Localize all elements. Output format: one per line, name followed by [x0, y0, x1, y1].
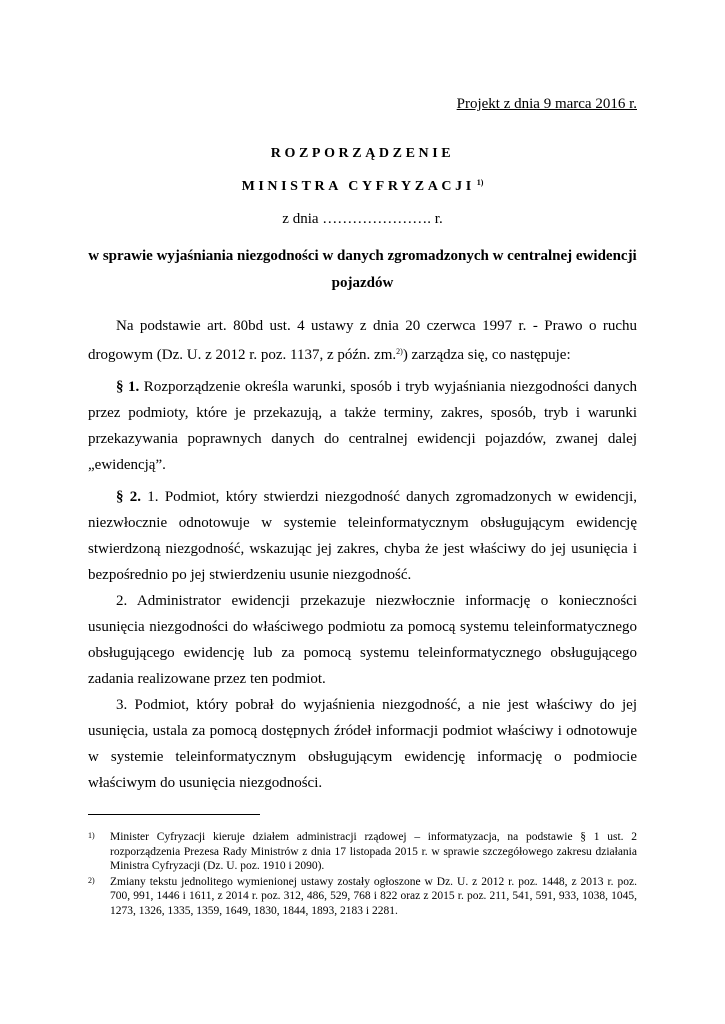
section-1-label: § 1.: [116, 379, 140, 395]
section-2-paragraph-2: 2. Administrator ewidencji przekazuje niezwłocznie informację o konieczności usunięcia niezgodności do właściwego podmiotu za pomocą systemu teleinformatycznego obsługującego ewidencję lub za pomocą systemu teleinformatycznego obsługującego zadania realizowane przez ten podmiot.: [88, 593, 637, 687]
project-date-header: Projekt z dnia 9 marca 2016 r.: [456, 96, 637, 112]
footnote-2: [88, 875, 637, 919]
section-1: [88, 374, 637, 478]
section-2-paragraph-1: § 2. 1. Podmiot, który stwierdzi niezgodność danych zgromadzonych w ewidencji, niezwłocznie odnotowuje w systemie teleinformatycznym obsługującym ewidencję stwierdzoną niezgodność, wskazując jej zakres, chyba że jest właściwy do jej usunięcia i bezpośrednio po jej stwierdzeniu usunie niezgodność.: [88, 489, 638, 583]
section-2-paragraph-3: 3. Podmiot, który pobrał do wyjaśnienia niezgodność, a nie jest właściwy do jej usunięcia, ustala za pomocą dostępnych źródeł informacji podmiot właściwy i odnotowuje w systemie teleinformatycznym obsługującym ewidencję informację o podmiocie właściwym do usunięcia niezgodności.: [88, 697, 637, 791]
footnote-ref-2[interactable]: 2): [396, 347, 403, 356]
document-body: [88, 313, 637, 796]
issuer-title: [0, 178, 725, 195]
regulation-subject: w sprawie wyjaśniania niezgodności w danych zgromadzonych w centralnej ewidencji pojazdów: [88, 248, 637, 291]
footnote-1-text: Minister Cyfryzacji kieruje działem administracji rządowej – informatyzacja, na podstawie § 1 ust. 2 rozporządzenia Prezesa Rady Ministrów z dnia 17 listopada 2015 r. w sprawie szczegółowego zakresu działania Ministra Cyfryzacji (Dz. U. poz. 1910 i 2090).: [110, 831, 637, 872]
footnote-2-text: Zmiany tekstu jednolitego wymienionej ustawy zostały ogłoszone w Dz. U. z 2012 r. poz. 1448, z 2013 r. poz. 700, 991, 1446 i 1611, z 2014 r. poz. 312, 486, 529, 768 i 822 oraz z 2015 r. poz. 211, 541, 591, 933, 1038, 1045, 1273, 1326, 1335, 1359, 1649, 1830, 1844, 1893, 2183 i 2281.: [110, 875, 637, 917]
footnote-2-mark: 2): [88, 875, 95, 885]
preamble: Na podstawie art. 80bd ust. 4 ustawy z dnia 20 czerwca 1997 r. - Prawo o ruchu drogowym (Dz. U. z 2012 r. poz. 1137, z późn. zm.$^{2)}$) zarządza się, co następuje:: [88, 318, 637, 363]
footnotes: [88, 830, 637, 918]
issuer-name: MINISTRA CYFRYZACJI: [241, 179, 475, 194]
section-2-label: § 2.: [116, 489, 142, 505]
footnote-1-mark: 1): [88, 831, 95, 840]
document-type-title: ROZPORZĄDZENIE: [270, 146, 455, 161]
date-line: z dnia …………………. r.: [282, 211, 443, 227]
footnote-ref-1[interactable]: 1): [476, 178, 484, 187]
section-1-text: Rozporządzenie określa warunki, sposób i tryb wyjaśniania niezgodności danych przez podmioty, które je przekazują, a także terminy, zakres, sposób, tryb i warunki przekazywania poprawnych danych do centralnej ewidencji pojazdów, zwanej dalej „ewidencją”.: [88, 379, 637, 473]
footnote-1: [88, 830, 637, 874]
footnote-separator: [88, 814, 260, 815]
